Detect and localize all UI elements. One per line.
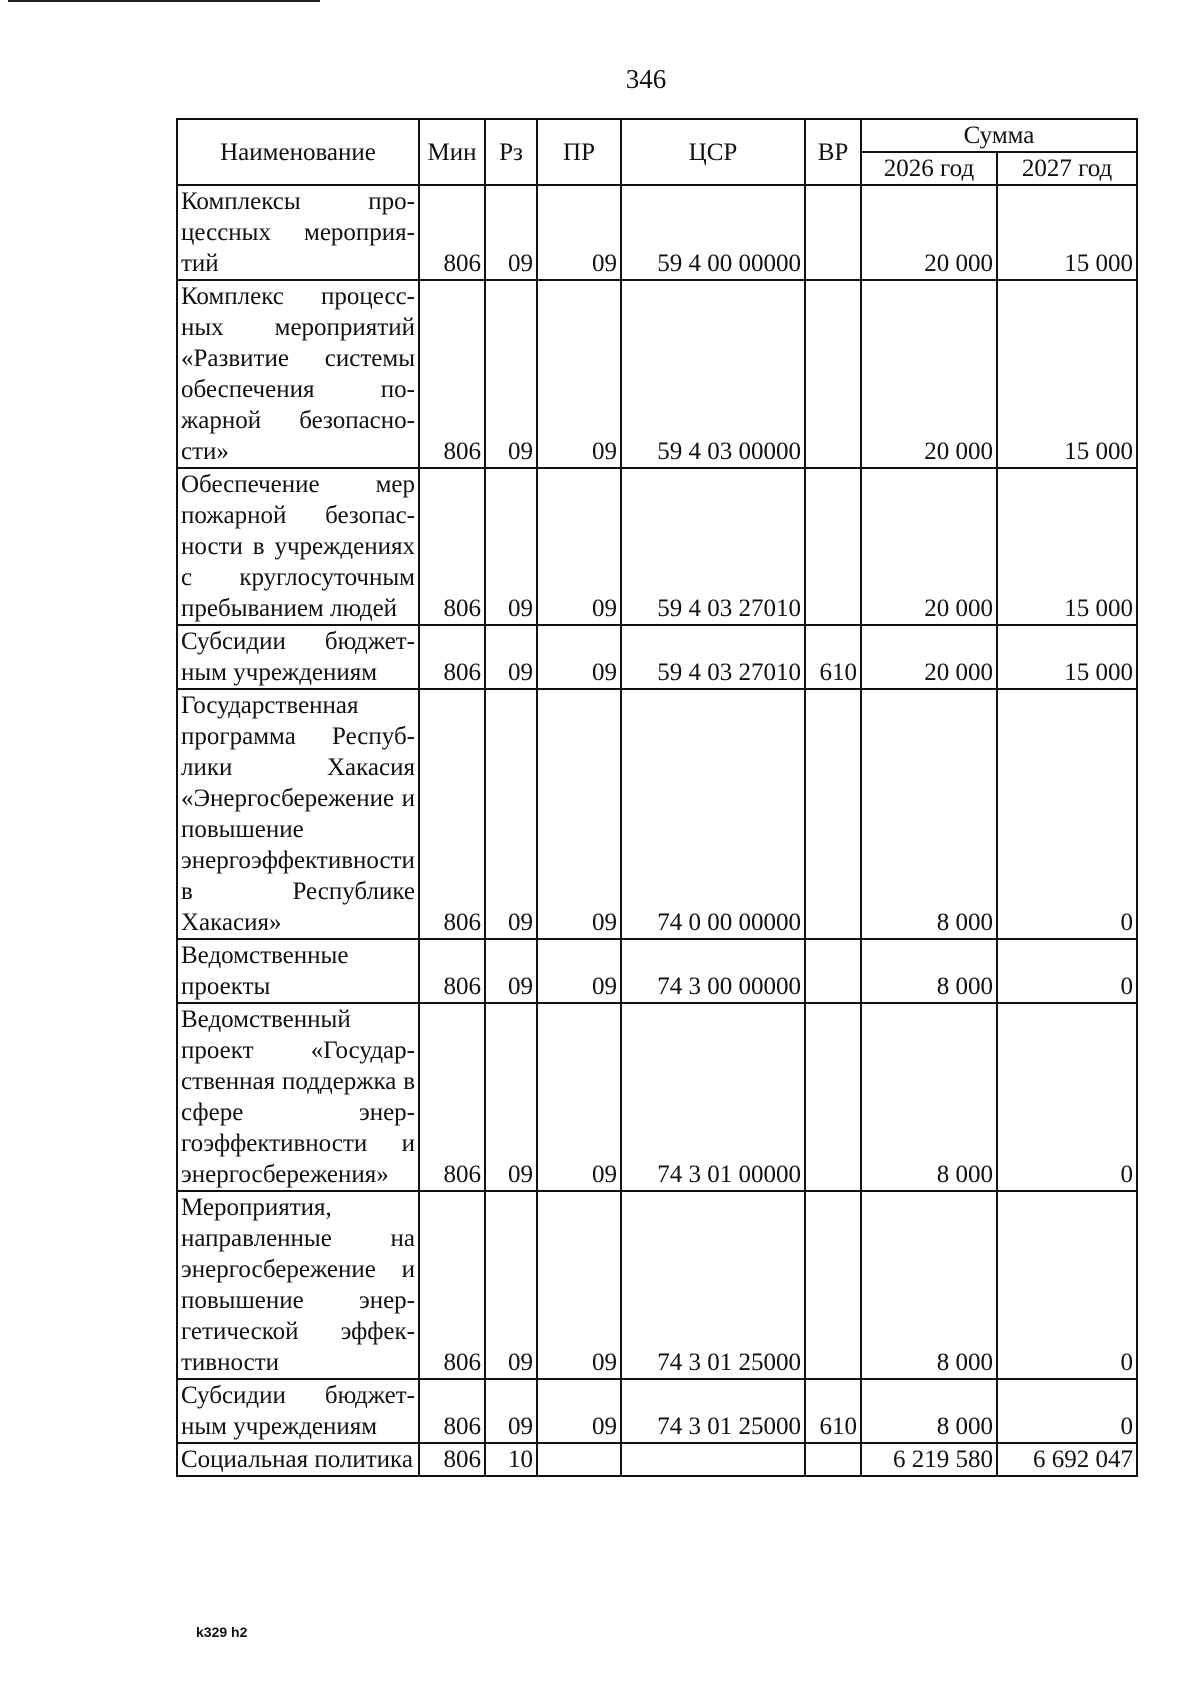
row-pr: 09 (537, 185, 621, 280)
row-csr: 59 4 03 27010 (621, 468, 805, 625)
row-pr: 09 (537, 939, 621, 1003)
row-csr: 74 3 01 25000 (621, 1379, 805, 1443)
row-vr (805, 939, 861, 1003)
row-csr: 74 0 00 00000 (621, 689, 805, 939)
row-min: 806 (419, 468, 485, 625)
row-pr (537, 1443, 621, 1476)
row-rz: 09 (485, 1379, 537, 1443)
row-name: Мероприятия, направленные на энергосбережение и повышение энергетической эффективности (177, 1191, 419, 1379)
row-sum-2026: 20 000 (861, 280, 997, 468)
header-sum: Сумма (861, 119, 1137, 152)
row-name: Субсидии бюджетным учреждениям (177, 1379, 419, 1443)
row-name: Государственная программа Республики Хакасия «Энергосбережение и повышение энергоэффективности в Республике Хакасия» (177, 689, 419, 939)
row-rz: 09 (485, 185, 537, 280)
row-sum-2027: 15 000 (997, 625, 1137, 689)
row-sum-2026: 20 000 (861, 468, 997, 625)
row-sum-2027: 0 (997, 1379, 1137, 1443)
row-name: Комплекс процессных мероприятий «Развитие системы обеспечения пожарной безопасности» (177, 280, 419, 468)
row-min: 806 (419, 1191, 485, 1379)
header-name: Наименование (177, 119, 419, 185)
row-pr: 09 (537, 689, 621, 939)
table-row (177, 625, 1137, 689)
row-name: Ведомственные проекты (177, 939, 419, 1003)
header-year-2026: 2026 год (861, 152, 997, 185)
row-min: 806 (419, 1003, 485, 1191)
row-csr: 74 3 01 25000 (621, 1191, 805, 1379)
row-csr: 74 3 01 00000 (621, 1003, 805, 1191)
top-rule (8, 0, 320, 2)
row-min: 806 (419, 625, 485, 689)
row-name: Ведомственный проект «Государственная поддержка в сфере энергоэффективности и энергосбережения» (177, 1003, 419, 1191)
row-sum-2026: 20 000 (861, 185, 997, 280)
row-sum-2026: 6 219 580 (861, 1443, 997, 1476)
row-min: 806 (419, 939, 485, 1003)
table-row (177, 280, 1137, 468)
header-csr: ЦСР (621, 119, 805, 185)
row-vr (805, 468, 861, 625)
row-vr (805, 185, 861, 280)
table-row (177, 1191, 1137, 1379)
header-vr: ВР (805, 119, 861, 185)
row-name: Обеспечение мер пожарной безопасности в учреждениях с круглосуточным пребыванием людей (177, 468, 419, 625)
header-rz: Рз (485, 119, 537, 185)
row-sum-2027: 6 692 047 (997, 1443, 1137, 1476)
row-vr (805, 689, 861, 939)
row-min: 806 (419, 1379, 485, 1443)
row-sum-2026: 8 000 (861, 689, 997, 939)
row-pr: 09 (537, 468, 621, 625)
row-sum-2027: 0 (997, 1003, 1137, 1191)
table-row (177, 1379, 1137, 1443)
row-min: 806 (419, 280, 485, 468)
row-vr (805, 1443, 861, 1476)
row-sum-2026: 20 000 (861, 625, 997, 689)
header-year-2027: 2027 год (997, 152, 1137, 185)
row-sum-2027: 15 000 (997, 280, 1137, 468)
row-csr: 59 4 00 00000 (621, 185, 805, 280)
table-body (177, 185, 1137, 1476)
row-rz: 10 (485, 1443, 537, 1476)
row-vr (805, 1191, 861, 1379)
row-vr (805, 1003, 861, 1191)
row-pr: 09 (537, 1003, 621, 1191)
row-sum-2026: 8 000 (861, 1003, 997, 1191)
row-name: Комплексы процессных мероприятий (177, 185, 419, 280)
row-csr: 59 4 03 00000 (621, 280, 805, 468)
row-sum-2027: 0 (997, 689, 1137, 939)
page-number: 346 (625, 64, 667, 94)
row-sum-2026: 8 000 (861, 1191, 997, 1379)
budget-table (176, 118, 1138, 1477)
row-vr: 610 (805, 625, 861, 689)
table-row (177, 1003, 1137, 1191)
row-pr: 09 (537, 1191, 621, 1379)
row-min: 806 (419, 689, 485, 939)
row-rz: 09 (485, 1003, 537, 1191)
row-min: 806 (419, 1443, 485, 1476)
row-sum-2027: 15 000 (997, 185, 1137, 280)
row-sum-2027: 15 000 (997, 468, 1137, 625)
row-vr (805, 280, 861, 468)
row-csr (621, 1443, 805, 1476)
row-rz: 09 (485, 625, 537, 689)
row-rz: 09 (485, 1191, 537, 1379)
table-row (177, 689, 1137, 939)
row-rz: 09 (485, 689, 537, 939)
row-csr: 74 3 00 00000 (621, 939, 805, 1003)
header-pr: ПР (537, 119, 621, 185)
table-row (177, 939, 1137, 1003)
row-pr: 09 (537, 625, 621, 689)
table-row (177, 468, 1137, 625)
row-name: Социальная политика (177, 1443, 419, 1476)
row-sum-2027: 0 (997, 1191, 1137, 1379)
footer-code: k329 h2 (196, 1624, 248, 1640)
row-csr: 59 4 03 27010 (621, 625, 805, 689)
row-rz: 09 (485, 468, 537, 625)
row-rz: 09 (485, 280, 537, 468)
table-row (177, 185, 1137, 280)
row-sum-2027: 0 (997, 939, 1137, 1003)
row-name: Субсидии бюджетным учреждениям (177, 625, 419, 689)
row-sum-2026: 8 000 (861, 939, 997, 1003)
table-row (177, 1443, 1137, 1476)
row-pr: 09 (537, 1379, 621, 1443)
row-vr: 610 (805, 1379, 861, 1443)
row-sum-2026: 8 000 (861, 1379, 997, 1443)
header-min: Мин (419, 119, 485, 185)
row-rz: 09 (485, 939, 537, 1003)
row-min: 806 (419, 185, 485, 280)
row-pr: 09 (537, 280, 621, 468)
